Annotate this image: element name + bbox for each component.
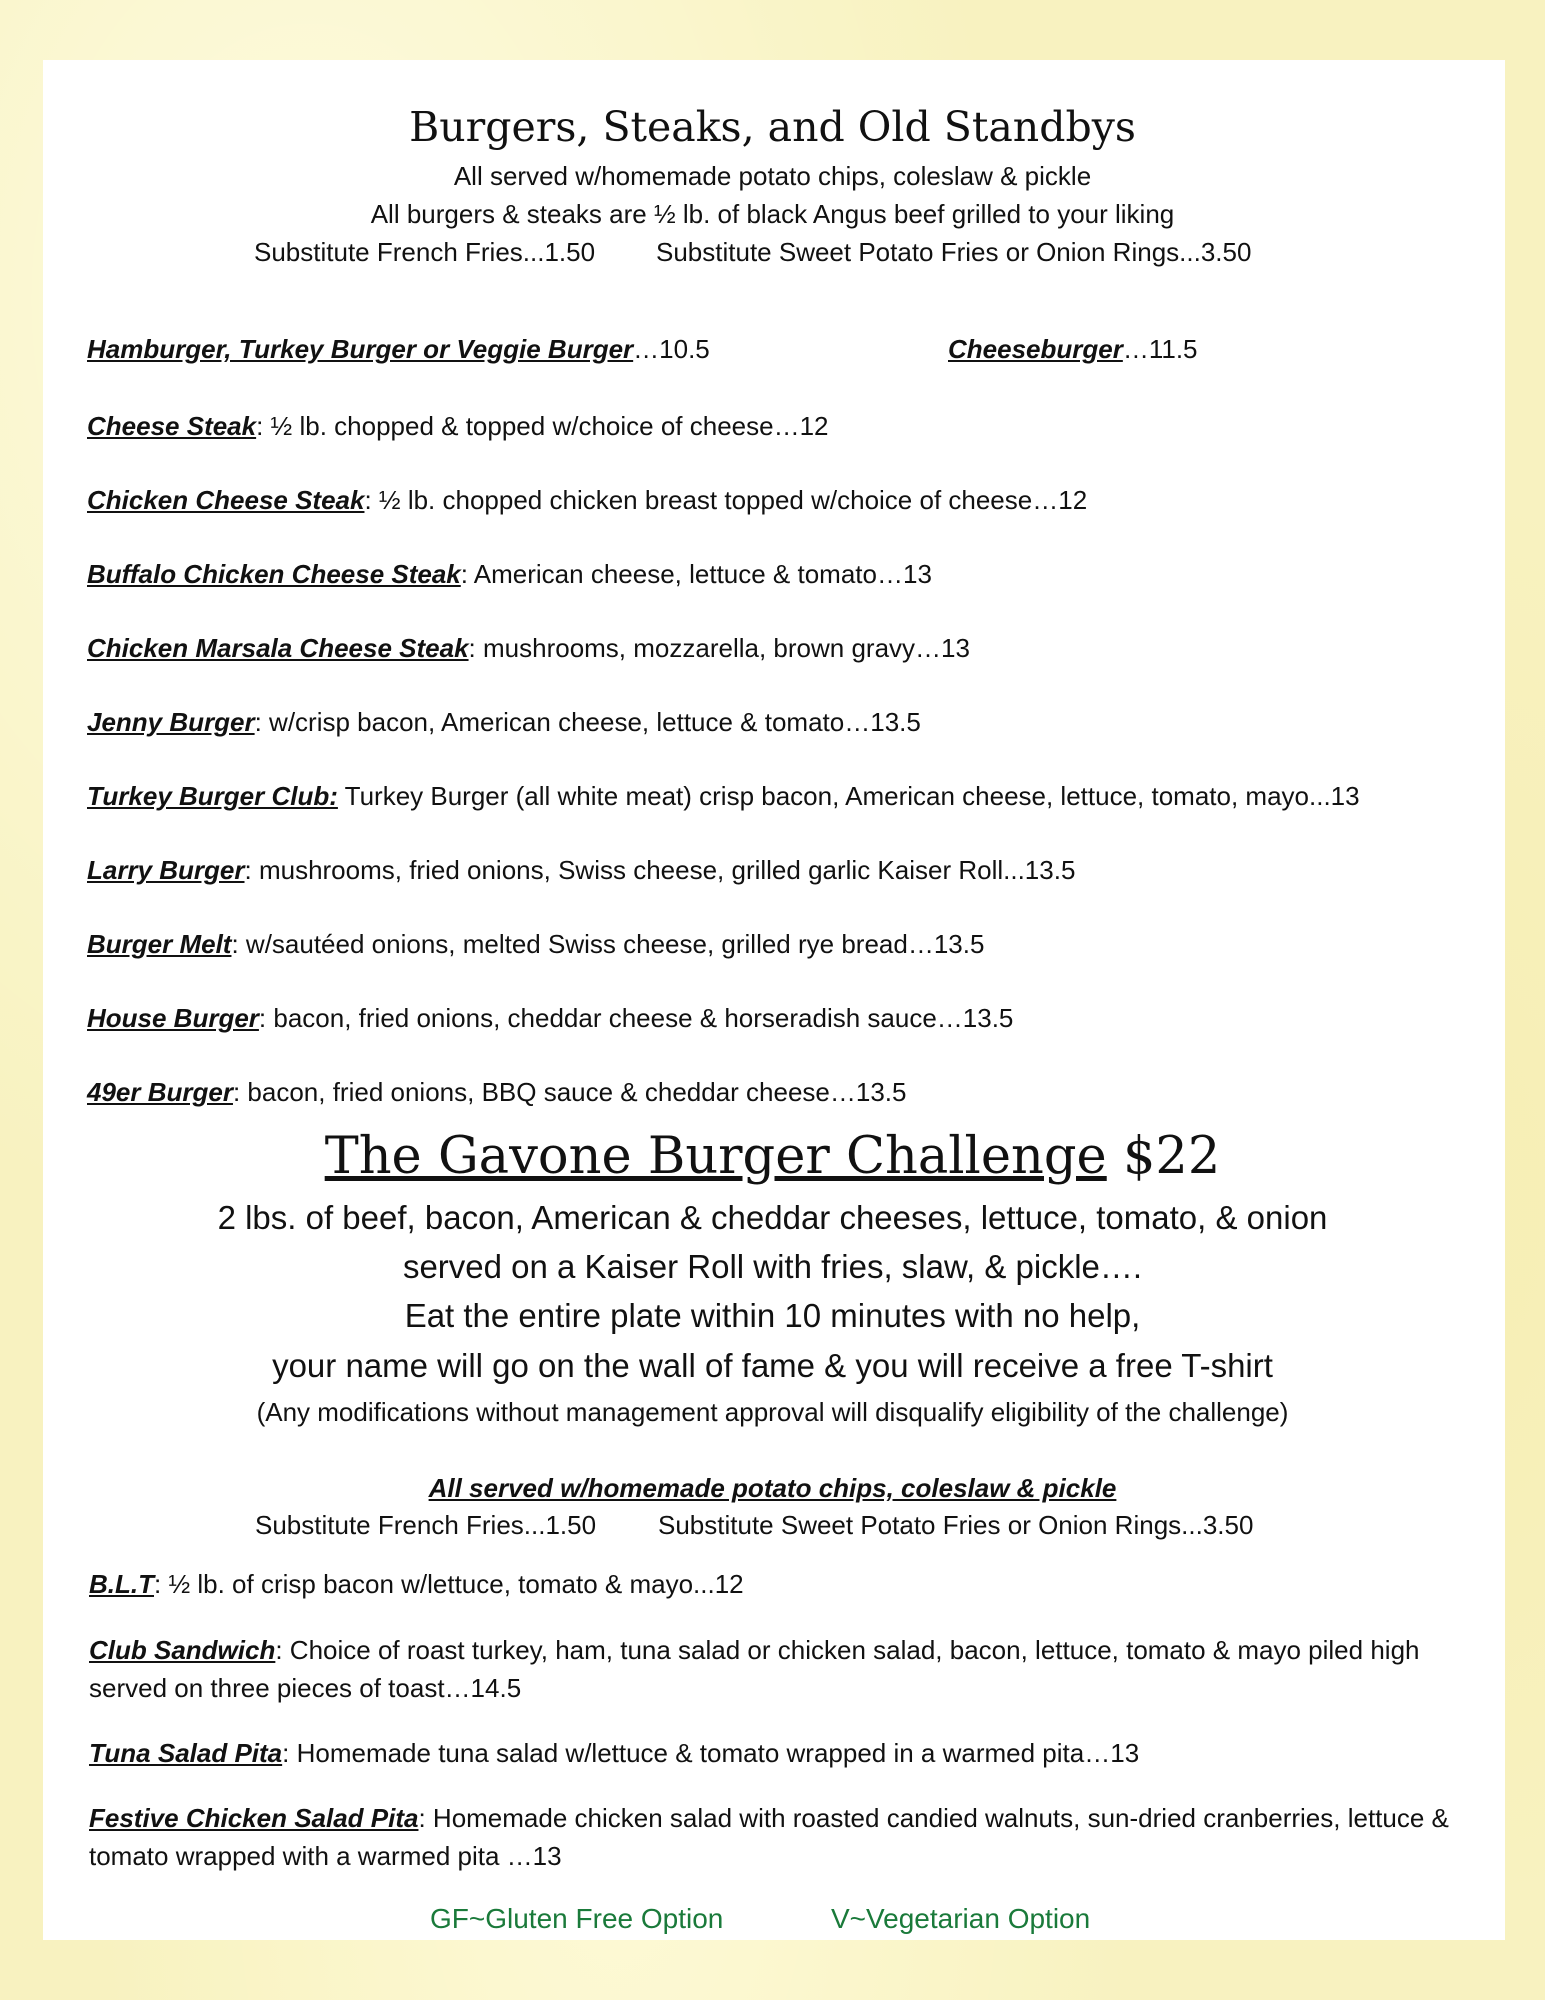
item-desc: …11.5 [1122, 334, 1198, 364]
menu-item [87, 559, 932, 590]
item-desc: …10.5 [633, 334, 710, 364]
vegetarian-legend: V~Vegetarian Option [831, 1903, 1091, 1934]
item-name: Tuna Salad Pita [89, 1738, 283, 1768]
challenge-line: your name will go on the wall of fame & you will receive a free T-shirt [272, 1347, 1273, 1384]
menu-item [87, 334, 710, 365]
served-with-note: All served w/homemade potato chips, coleslaw & pickle [453, 161, 1092, 191]
sandwich-item [89, 1631, 1469, 1707]
sandwich-header: All served w/homemade potato chips, coleslaw & pickle [428, 1473, 1117, 1503]
menu-item [948, 334, 1198, 365]
challenge-line: 2 lbs. of beef, bacon, American & cheddar cheeses, lettuce, tomato, & onion [217, 1199, 1328, 1236]
item-desc: : Choice of roast turkey, ham, tuna salad or chicken salad, bacon, lettuce, tomato & mayo piled high served on three pieces of toast…14.5 [89, 1635, 1420, 1703]
item-name: Burger Melt [87, 929, 232, 959]
challenge-title [0, 1127, 1545, 1186]
item-desc: : bacon, fried onions, cheddar cheese & horseradish sauce…13.5 [258, 1003, 1014, 1033]
item-name: Chicken Marsala Cheese Steak [87, 633, 469, 663]
item-name: Hamburger, Turkey Burger or Veggie Burger [87, 334, 634, 364]
item-name: Club Sandwich [89, 1635, 276, 1665]
item-name: B.L.T [89, 1569, 154, 1599]
item-desc: : w/sautéed onions, melted Swiss cheese, grilled rye bread…13.5 [231, 929, 985, 959]
item-desc: : mushrooms, fried onions, Swiss cheese, grilled garlic Kaiser Roll...13.5 [244, 855, 1076, 885]
item-desc: : w/crisp bacon, American cheese, lettuce & tomato…13.5 [254, 707, 921, 737]
challenge-line: served on a Kaiser Roll with fries, slaw, & pickle…. [402, 1248, 1143, 1285]
item-name: Cheeseburger [948, 334, 1123, 364]
menu-item [87, 633, 970, 664]
item-desc: : bacon, fried onions, BBQ sauce & cheddar cheese…13.5 [232, 1077, 907, 1107]
challenge-line: Eat the entire plate within 10 minutes with no help, [404, 1297, 1141, 1334]
item-desc: : Homemade chicken salad with roasted candied walnuts, sun-dried cranberries, lettuce & tomato wrapped with a warmed pita …13 [89, 1803, 1449, 1871]
challenge-name: The Gavone Burger Challenge [324, 1127, 1107, 1186]
substitute-sweet-potato: Substitute Sweet Potato Fries or Onion Rings...3.50 [658, 1510, 1254, 1540]
substitute-fries: Substitute French Fries...1.50 [255, 1510, 597, 1540]
item-desc: : Homemade tuna salad w/lettuce & tomato wrapped in a warmed pita…13 [282, 1738, 1140, 1768]
challenge-price: $22 [1122, 1127, 1221, 1186]
item-name: Festive Chicken Salad Pita [89, 1803, 419, 1833]
item-name: Cheese Steak [87, 411, 257, 441]
item-desc: : ½ lb. chopped chicken breast topped w/choice of cheese…12 [364, 485, 1088, 515]
item-name: Jenny Burger [87, 707, 255, 737]
substitute-sweet-potato: Substitute Sweet Potato Fries or Onion Rings...3.50 [656, 237, 1252, 267]
substitute-fries: Substitute French Fries...1.50 [254, 237, 596, 267]
section-title: Burgers, Steaks, and Old Standbys [409, 103, 1136, 151]
item-name: Chicken Cheese Steak [87, 485, 365, 515]
sandwich-item [89, 1734, 1469, 1772]
item-desc: : ½ lb. of crisp bacon w/lettuce, tomato & mayo...12 [154, 1569, 744, 1599]
item-desc: : American cheese, lettuce & tomato…13 [460, 559, 932, 589]
menu-item [87, 781, 1360, 812]
item-desc: : mushrooms, mozzarella, brown gravy…13 [468, 633, 970, 663]
menu-item [87, 707, 921, 738]
menu-item [87, 1003, 1013, 1034]
sandwich-item [89, 1799, 1469, 1875]
beef-note: All burgers & steaks are ½ lb. of black Angus beef grilled to your liking [370, 199, 1175, 229]
item-name: Larry Burger [87, 855, 245, 885]
menu-item [87, 855, 1075, 886]
sandwich-item [89, 1565, 1469, 1603]
challenge-note: (Any modifications without management approval will disqualify eligibility of the challenge) [256, 1397, 1289, 1427]
item-desc: : ½ lb. chopped & topped w/choice of cheese…12 [256, 411, 829, 441]
menu-item [87, 411, 829, 442]
item-name: Buffalo Chicken Cheese Steak [87, 559, 461, 589]
menu-item [87, 929, 984, 960]
item-name: 49er Burger [87, 1077, 233, 1107]
gluten-free-legend: GF~Gluten Free Option [430, 1903, 724, 1934]
menu-item [87, 1077, 907, 1108]
item-name: House Burger [87, 1003, 259, 1033]
menu-item [87, 485, 1087, 516]
item-desc: Turkey Burger (all white meat) crisp bacon, American cheese, lettuce, tomato, mayo...13 [337, 781, 1360, 811]
item-name: Turkey Burger Club: [87, 781, 338, 811]
